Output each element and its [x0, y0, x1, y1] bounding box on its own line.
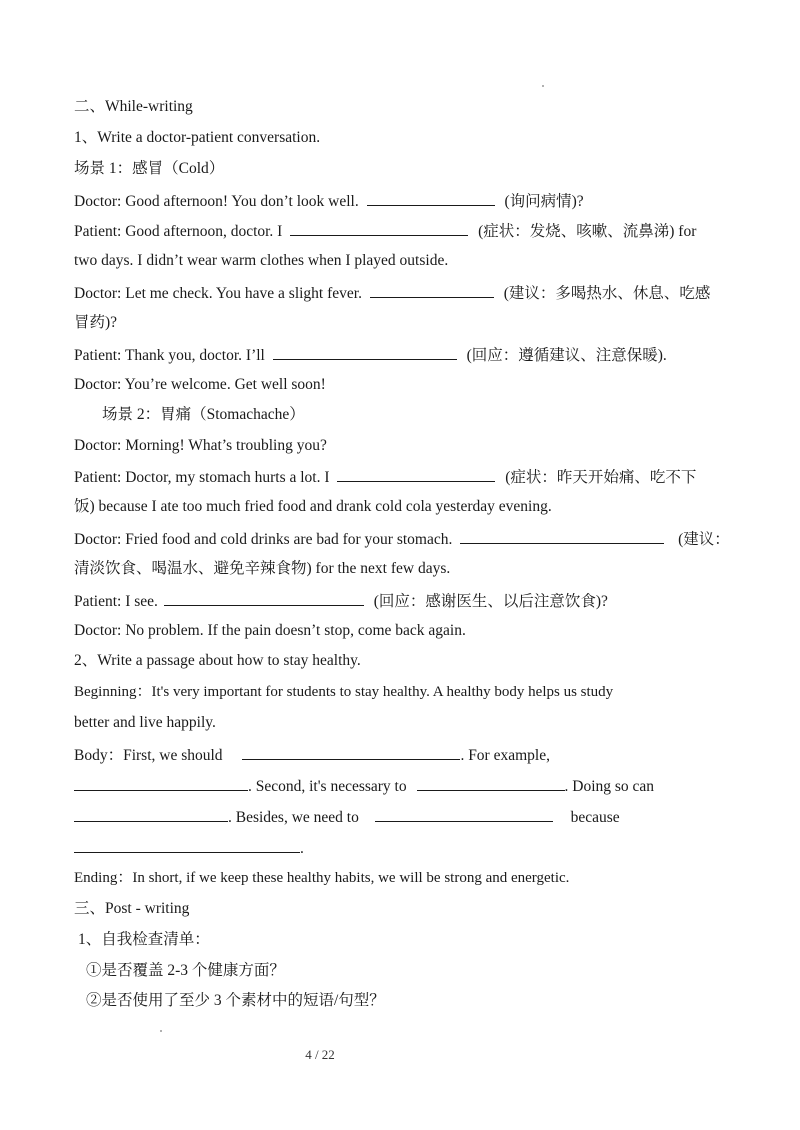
answer-blank[interactable] — [273, 344, 457, 360]
answer-blank[interactable] — [290, 220, 468, 236]
passage-body-line — [74, 837, 734, 859]
answer-blank[interactable] — [375, 806, 553, 822]
dialogue-text: Doctor: Good afternoon! You don’t look well. — [74, 193, 359, 210]
passage-text: . Doing so can — [564, 778, 655, 795]
dialogue-line: 饭) because I ate too much fried food and drank cold cola yesterday evening. — [74, 498, 552, 515]
dialogue-line: 冒药)? — [74, 314, 118, 331]
answer-blank[interactable] — [417, 775, 565, 791]
page-number: 4 / 22 — [305, 1047, 335, 1062]
scene2-heading: 场景 2：胃痛（Stomachache） — [102, 406, 305, 423]
dialogue-line — [74, 220, 734, 242]
dialogue-line: Doctor: You’re welcome. Get well soon! — [74, 376, 326, 393]
dialogue-hint: (建议： — [678, 531, 730, 548]
passage-text: . For example, — [460, 747, 550, 764]
scan-speck — [542, 85, 544, 87]
passage-beginning: better and live happily. — [74, 714, 216, 731]
dialogue-line — [74, 528, 734, 550]
answer-blank[interactable] — [370, 282, 494, 298]
dialogue-text: Patient: I see. — [74, 593, 158, 610]
dialogue-text: Patient: Good afternoon, doctor. I — [74, 223, 283, 240]
passage-text: . Second, it's necessary to — [248, 778, 407, 795]
dialogue-hint: (症状：发烧、咳嗽、流鼻涕) for — [478, 223, 697, 240]
dialogue-text: Patient: Doctor, my stomach hurts a lot. I — [74, 469, 330, 486]
dialogue-text: Doctor: Let me check. You have a slight fever. — [74, 285, 362, 302]
checklist-item: ①是否覆盖 2-3 个健康方面？ — [86, 962, 285, 979]
dialogue-hint: (询问病情)? — [504, 193, 584, 210]
answer-blank[interactable] — [74, 775, 248, 791]
answer-blank[interactable] — [367, 190, 495, 206]
scene1-heading: 场景 1：感冒（Cold） — [74, 160, 225, 177]
dialogue-hint: (回应：感谢医生、以后注意饮食)? — [373, 593, 608, 610]
passage-beginning: Beginning：It's very important for students to stay healthy. A healthy body helps us study — [74, 684, 614, 700]
answer-blank[interactable] — [74, 806, 228, 822]
answer-blank[interactable] — [337, 466, 495, 482]
dialogue-line — [74, 466, 734, 488]
task2-title: 2、Write a passage about how to stay healthy. — [74, 652, 361, 669]
dialogue-hint: (建议：多喝热水、休息、吃感 — [503, 285, 711, 302]
task1-title: 1、Write a doctor-patient conversation. — [74, 129, 321, 146]
dialogue-line: 清淡饮食、喝温水、避免辛辣食物) for the next few days. — [74, 560, 451, 577]
passage-body-line — [74, 806, 734, 828]
passage-text: because — [570, 809, 620, 826]
dialogue-line: two days. I didn’t wear warm clothes when I played outside. — [74, 252, 449, 269]
dialogue-line — [74, 590, 734, 612]
dialogue-line: Doctor: Morning! What’s troubling you? — [74, 437, 327, 454]
answer-blank[interactable] — [460, 528, 664, 544]
dialogue-text: Patient: Thank you, doctor. I’ll — [74, 347, 265, 364]
dialogue-hint: (回应：遵循建议、注意保暖). — [466, 347, 667, 364]
answer-blank[interactable] — [74, 837, 300, 853]
answer-blank[interactable] — [164, 590, 364, 606]
passage-text: . — [300, 840, 304, 857]
passage-ending: Ending：In short, if we keep these healthy habits, we will be strong and energetic. — [74, 870, 570, 886]
answer-blank[interactable] — [242, 744, 460, 760]
passage-text: . Besides, we need to — [228, 809, 359, 826]
checklist-title: 1、自我检查清单： — [78, 931, 210, 948]
section-heading-post-writing: 三、Post - writing — [74, 900, 190, 917]
dialogue-line — [74, 282, 734, 304]
passage-body-line — [74, 744, 734, 766]
passage-body-line — [74, 775, 734, 797]
passage-text: Body：First, we should — [74, 747, 223, 764]
scan-speck — [160, 1030, 162, 1032]
dialogue-line — [74, 344, 734, 366]
dialogue-text: Doctor: Fried food and cold drinks are bad for your stomach. — [74, 531, 453, 548]
dialogue-line: Doctor: No problem. If the pain doesn’t stop, come back again. — [74, 622, 466, 639]
section-heading-while-writing: 二、While-writing — [74, 98, 193, 115]
dialogue-line — [74, 190, 734, 212]
dialogue-hint: (症状：昨天开始痛、吃不下 — [505, 469, 697, 486]
checklist-item: ②是否使用了至少 3 个素材中的短语/句型？ — [86, 992, 385, 1009]
